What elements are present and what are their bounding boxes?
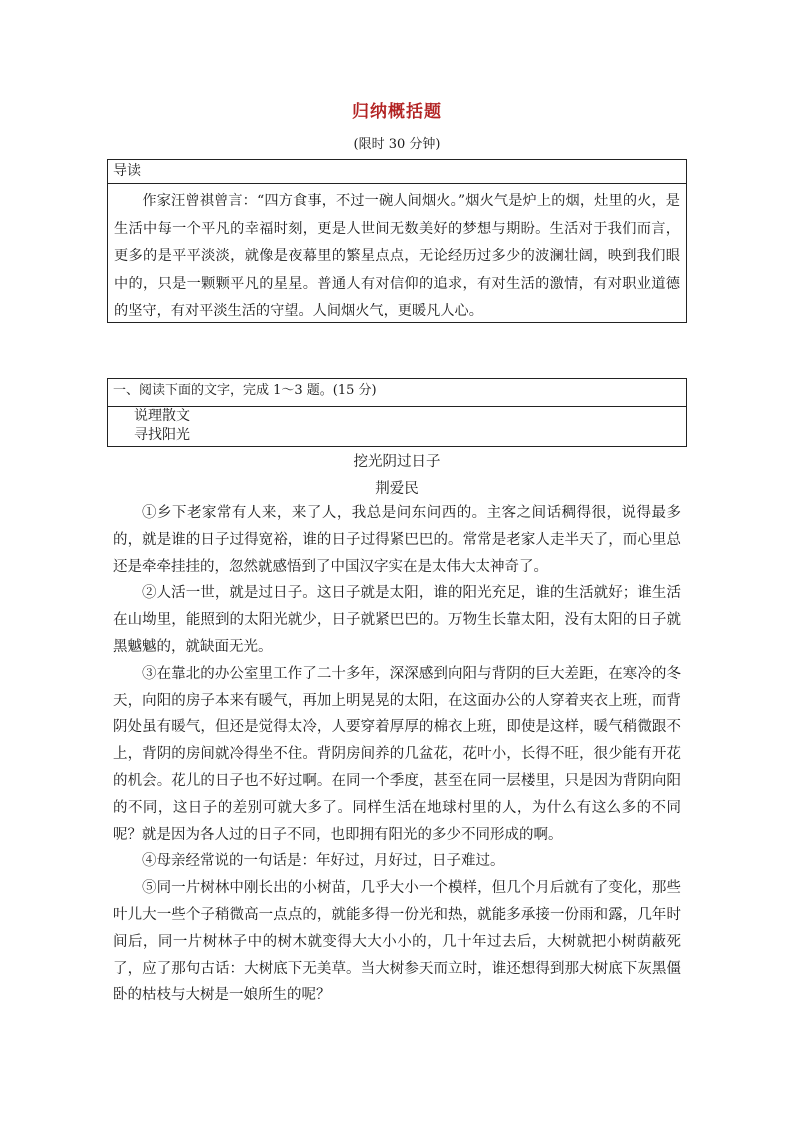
paragraph-5: ⑤同一片树林中刚长出的小树苗，几乎大小一个模样，但几个月后就有了变化，那些叶儿大一些个子稍微高一点点的，就能多得一份光和热，就能多承接一份雨和露，几年时间后，同一片树林子中的树木就变得大大小小的，几十年过去后，大树就把小树荫蔽死了，应了那句古话：大树底下无美草。当大树参天而立时，谁还想得到那大树底下灰黑僵卧的枯枝与大树是一娘所生的呢？ — [113, 880, 681, 1004]
paragraph-3: ③在靠北的办公室里工作了二十多年，深深感到向阳与背阴的巨大差距，在寒冷的冬天，向阳的房子本来有暖气，再加上明晃晃的太阳，在这面办公的人穿着夹衣上班，而背阴处虽有暖气，但还是觉得太冷，人要穿着厚厚的棉衣上班，即使是这样，暖气稍微跟不上，背阴的房间就冷得坐不住。背阴房间养的几盆花，花叶小，长得不旺，很少能有开花的机会。花儿的日子也不好过啊。在同一个季度，甚至在同一层楼里，只是因为背阴向阳的不同，这日子的差别可就大多了。同样生活在地球村里的人，为什么有这么多的不同呢？就是因为各人过的日子不同，也即拥有阳光的多少不同形成的啊。 — [113, 665, 681, 843]
question-heading: 一、阅读下面的文字，完成 1～3 题。(15 分) — [108, 379, 686, 407]
page-title: 归纳概括题 — [352, 102, 442, 122]
paragraph-4: ④母亲经常说的一句话是：年好过，月好过，日子难过。 — [142, 853, 505, 870]
time-limit: (限时 30 分钟) — [353, 137, 441, 152]
question-theme: 寻找阳光 — [134, 427, 190, 443]
guide-box — [107, 159, 687, 323]
guide-text: 作家汪曾祺曾言：“四方食事，不过一碗人间烟火。”烟火气是炉上的烟，灶里的火，是生活中每一个平凡的幸福时刻，更是人世间无数美好的梦想与期盼。生活对于我们而言，更多的是平平淡淡，就像是夜幕里的繁星点点，无论经历过多少的波澜壮阔，映到我们眼中的，只是一颗颗平凡的星星。普通人有对信仰的追求，有对生活的激情，有对职业道德的坚守，有对平淡生活的守望。人间烟火气，更暖凡人心。 — [114, 193, 680, 319]
article-author: 荆爱民 — [375, 481, 419, 497]
paragraph-1: ①乡下老家常有人来，来了人，我总是问东问西的。主客之间话稠得很，说得最多的，就是谁的日子过得宽裕，谁的日子过得紧巴巴的。常常是老家人走半天了，而心里总还是牵牵挂挂的，忽然就感悟到了中国汉字实在是太伟大太神奇了。 — [113, 505, 681, 575]
question-box — [107, 378, 687, 447]
guide-label: 导读 — [108, 160, 686, 184]
paragraph-2: ②人活一世，就是过日子。这日子就是太阳，谁的阳光充足，谁的生活就好；谁生活在山坳里，能照到的太阳光就少，日子就紧巴巴的。万物生长靠太阳，没有太阳的日子就黑魆魆的，就缺面无光。 — [113, 585, 681, 655]
question-genre: 说理散文 — [134, 408, 190, 424]
article-body — [113, 500, 681, 1009]
article-title: 挖光阴过日子 — [353, 454, 441, 470]
